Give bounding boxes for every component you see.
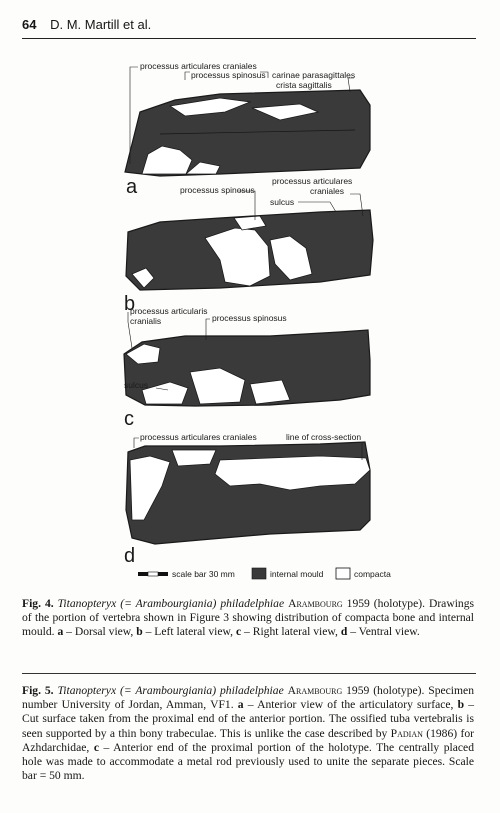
label-a-crista-sagittalis: crista sagittalis [276,80,332,90]
legend-swatch-mould [252,568,266,579]
fig5-padian-rest: (1986) for Azhdarchidae, [22,726,474,754]
fig4-genus: Titanopteryx [57,597,117,610]
panel-c-right-lateral-view [124,330,370,406]
panel-label-d: d [124,545,136,567]
scale-bar [138,572,168,576]
fig5-b-text: – Cut surface taken from the proximal end of the anterior portion. The ossified tuba vertebralis is seen supported by a thin bony trabeculae. This is unlike the case described by [22,698,475,740]
fig5-a: a [237,698,244,712]
fig4-text: 1959 (holotype). Drawings of the portion of vertebra shown in Figure 3 showing distribution of compacta bone and internal mould. [22,597,475,639]
label-c-processus-spinosus: processus spinosus [212,313,287,323]
label-b-processus-articulares: processus articulares [272,176,353,186]
fig5-a-text: – Anterior view of the articulatory surface, [247,698,454,712]
label-b-processus-spinosus: processus spinosus [180,185,255,195]
fig4-c-text: – Right lateral view, [244,625,338,639]
running-header [22,17,151,32]
fig5-text: 1959 (holotype). Specimen number University of Jordan, Amman, VF1. [22,684,474,712]
fig4-d-text: – Ventral view. [350,625,420,639]
panel-a-dorsal-view [125,90,370,176]
caption-divider [22,673,476,674]
fig4-a: a [57,625,64,639]
panel-b-left-lateral-view [126,210,373,290]
fig5-c-text: – Anterior end of the proximal portion of the holotype. The centrally placed hole was made to accommodate a metal rod previously used to unite the separate pieces. Scale bar = 50 mm. [22,740,474,783]
figure-4-drawings [20,50,480,590]
running-authors: D. M. Martill et al. [50,17,152,32]
figure-4-caption [22,597,474,640]
label-b-sulcus: sulcus [270,197,295,207]
fig5-padian: Padian [390,726,423,740]
header-rule [22,38,476,39]
label-d-processus-articulares-craniales: processus articulares craniales [140,432,257,442]
fig5-synonym: (= Arambourgiania) [119,684,217,697]
fig4-b: b [136,625,143,639]
legend-internal-mould: internal mould [270,569,324,579]
fig5-label: Fig. 5. [22,684,54,697]
fig4-d: d [340,625,348,639]
label-a-carinae-parasagittales: carinae parasagittales [272,70,356,80]
panel-label-a: a [126,176,138,198]
label-c-processus-articularis: processus articularis [130,306,208,316]
label-a-processus-spinosus: processus spinosus [191,70,266,80]
panel-label-b: b [124,293,136,315]
fig4-a-text: – Dorsal view, [66,625,134,639]
figure-5-caption [22,684,474,783]
fig4-b-text: – Left lateral view, [145,625,234,639]
label-a-processus-articulares-craniales: processus articulares craniales [140,61,257,71]
fig5-species: philadelphiae [219,684,284,697]
figure-legend [138,568,391,579]
legend-swatch-compacta [336,568,350,579]
panel-d-ventral-view [126,442,370,544]
label-c-cranialis: cranialis [130,316,162,326]
label-b-craniales: craniales [310,186,345,196]
fig4-species: philadelphiae [220,597,285,610]
fig5-genus: Titanopteryx [57,684,117,697]
legend-scale-bar: scale bar 30 mm [172,569,235,579]
panel-label-c: c [124,408,134,430]
fig4-c: c [235,625,242,639]
fig4-synonym: (= Arambourgiania) [120,597,217,610]
label-d-line-of-cross-section: line of cross-section [286,432,362,442]
page-number: 64 [22,17,37,32]
label-c-sulcus: sulcus [124,380,149,390]
legend-compacta: compacta [354,569,391,579]
fig5-author: Arambourg [287,684,343,697]
panel-d-compacta-top-left [172,450,216,466]
fig4-label: Fig. 4. [22,597,54,610]
fig5-c: c [93,740,99,754]
fig4-author: Arambourg [288,597,343,610]
fig5-b: b [457,698,465,712]
